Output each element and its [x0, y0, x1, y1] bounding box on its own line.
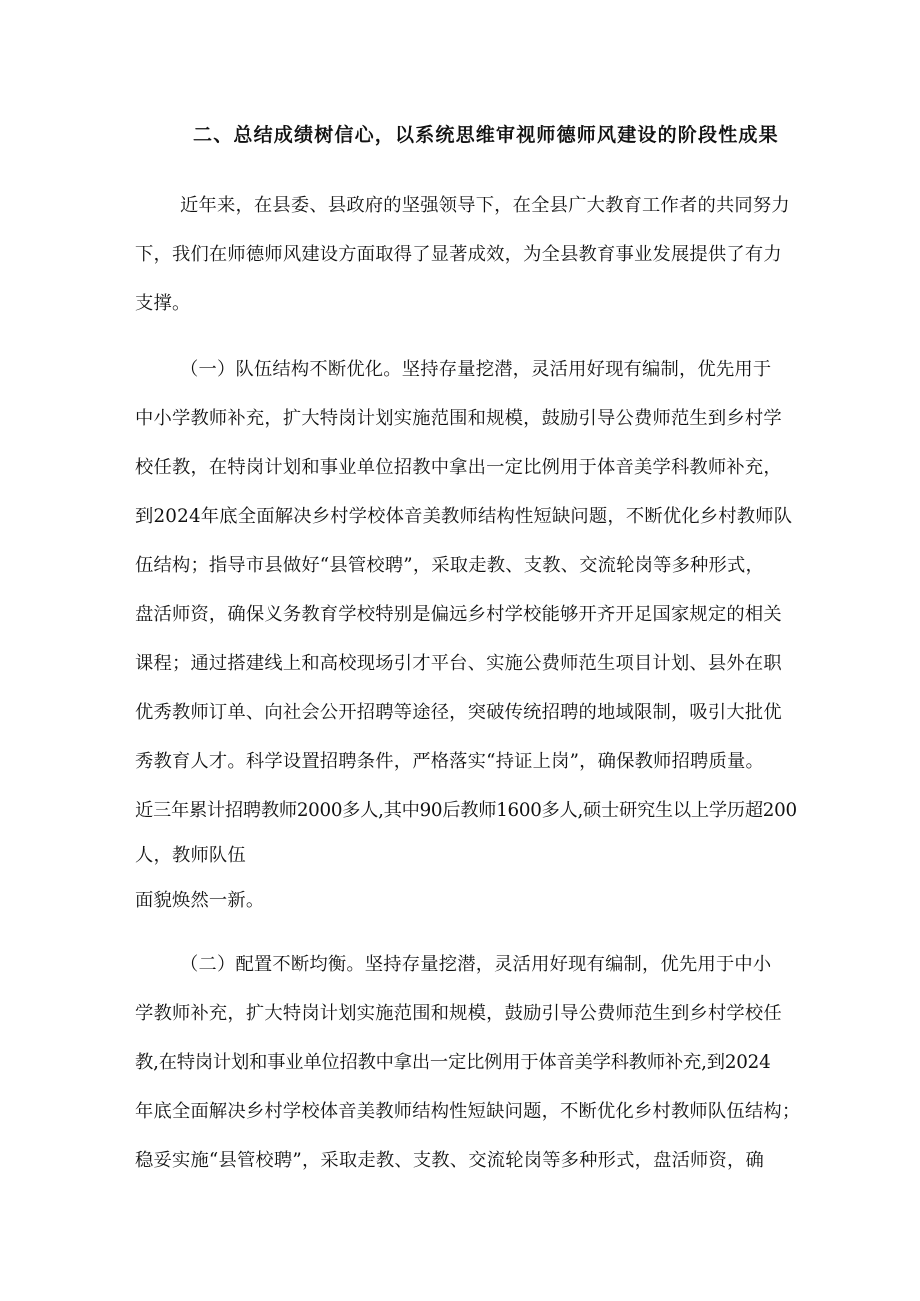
paragraph-line: 秀教育人才。科学设置招聘条件，严格落实“持证上岗”，确保教师招聘质量。: [135, 751, 764, 772]
paragraph-line: （一）队伍结构不断优化。坚持存量挖潜，灵活用好现有编制，优先用于: [180, 359, 772, 380]
section-heading: 二、总结成绩树信心，以系统思维审视师德师风建设的阶段性成果: [193, 124, 779, 146]
paragraph-line: 课程；通过搭建线上和高校现场引才平台、实施公费师范生项目计划、县外在职: [135, 653, 782, 674]
paragraph-line: 中小学教师补充，扩大特岗计划实施范围和规模，鼓励引导公费师范生到乡村学: [135, 408, 782, 429]
paragraph-line: 优秀教师订单、向社会公开招聘等途径，突破传统招聘的地域限制，吸引大批优: [135, 702, 782, 723]
paragraph-line: 近年来，在县委、县政府的坚强领导下，在全县广大教育工作者的共同努力: [180, 195, 790, 216]
paragraph-line: 学教师补充，扩大特岗计划实施范围和规模，鼓励引导公费师范生到乡村学校任: [135, 1003, 782, 1024]
paragraph-line: 年底全面解决乡村学校体音美教师结构性短缺问题，不断优化乡村教师队伍结构；: [135, 1101, 801, 1122]
paragraph-line: 近三年累计招聘教师2000多人,其中90后教师1600多人,硕士研究生以上学历超200: [135, 800, 797, 821]
paragraph-line: 支撑。: [135, 293, 191, 314]
paragraph-line: 伍结构；指导市县做好“县管校聘”，采取走教、支教、交流轮岗等多种形式，: [135, 555, 764, 576]
paragraph-line: 面貌焕然一新。: [135, 890, 265, 911]
paragraph-line: 到2024年底全面解决乡村学校体音美教师结构性短缺问题，不断优化乡村教师队: [135, 506, 793, 527]
paragraph-line: 人，教师队伍: [135, 845, 246, 866]
paragraph-line: 下，我们在师德师风建设方面取得了显著成效，为全县教育事业发展提供了有力: [135, 244, 782, 265]
paragraph-line: （二）配置不断均衡。坚持存量挖潜，灵活用好现有编制，优先用于中小: [180, 954, 772, 975]
paragraph-line: 教,在特岗计划和事业单位招教中拿出一定比例用于体音美学科教师补充,到2024: [135, 1052, 771, 1073]
paragraph-line: 稳妥实施“县管校聘”，采取走教、支教、交流轮岗等多种形式，盘活师资，确: [135, 1150, 764, 1171]
paragraph-line: 盘活师资，确保义务教育学校特别是偏远乡村学校能够开齐开足国家规定的相关: [135, 604, 782, 625]
paragraph-line: 校任教，在特岗计划和事业单位招教中拿出一定比例用于体音美学科教师补充，: [135, 457, 782, 478]
